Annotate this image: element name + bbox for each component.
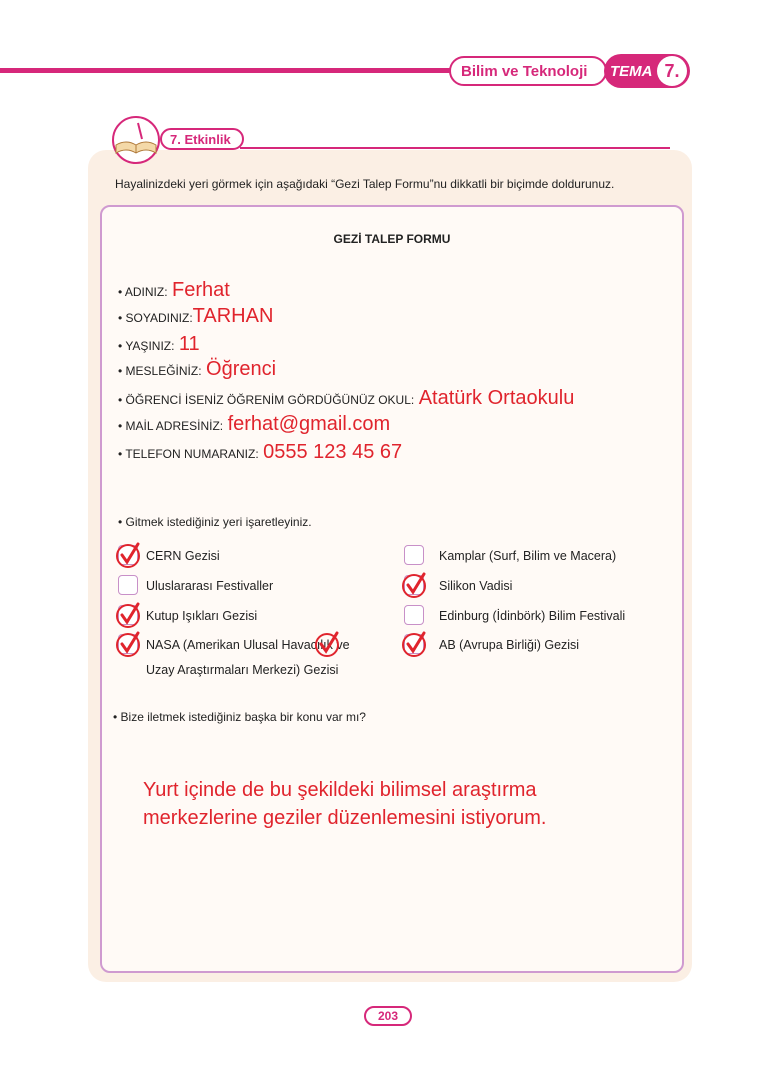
field-value: ferhat@gmail.com <box>227 413 391 435</box>
field-value: TARHAN <box>192 305 274 327</box>
tema-badge <box>604 54 690 88</box>
checkbox-edinburgh[interactable] <box>404 605 424 625</box>
header-rule <box>0 68 470 73</box>
activity-rule <box>240 147 670 149</box>
field-label: • ÖĞRENCİ İSENİZ ÖĞRENİM GÖRDÜĞÜNÜZ OKUL: <box>118 393 415 407</box>
field-email[interactable] <box>118 413 390 436</box>
field-age[interactable] <box>118 333 200 356</box>
field-surname[interactable] <box>118 305 273 328</box>
tema-label: TEMA <box>610 63 653 80</box>
option-label-line2: Uzay Araştırmaları Merkezi) Gezisi <box>146 663 339 677</box>
checkmark-icon <box>114 540 144 570</box>
other-question: • Bize iletmek istediğiniz başka bir konu var mı? <box>113 710 366 724</box>
field-school[interactable] <box>118 387 574 410</box>
field-value: Atatürk Ortaokulu <box>418 387 575 409</box>
option-label: NASA (Amerikan Ulusal Havacılık ve <box>146 638 350 652</box>
option-label: Silikon Vadisi <box>439 579 513 593</box>
tema-number: 7. <box>657 56 687 86</box>
option-label: Uluslararası Festivaller <box>146 579 274 593</box>
places-question: • Gitmek istediğiniz yeri işaretleyiniz. <box>118 515 312 529</box>
field-label: • YAŞINIZ: <box>118 339 175 353</box>
answer-text[interactable] <box>143 776 547 832</box>
field-label: • MESLEĞİNİZ: <box>118 364 202 378</box>
answer-line: merkezlerine geziler düzenlemesini istiyorum. <box>143 807 547 829</box>
checkmark-icon <box>114 629 144 659</box>
open-book-icon <box>108 115 164 165</box>
checkbox-camps[interactable] <box>404 545 424 565</box>
field-value: Ferhat <box>172 279 230 301</box>
instruction-text: Hayalinizdeki yeri görmek için aşağıdaki “Gezi Talep Formu”nu dikkatli bir biçimde doldurunuz. <box>115 177 615 191</box>
option-label: Kutup Işıkları Gezisi <box>146 609 258 623</box>
stray-checkmark-icon <box>313 629 343 659</box>
field-value: 11 <box>178 333 200 355</box>
activity-badge <box>160 128 244 150</box>
page-number: 203 <box>364 1006 412 1026</box>
checkbox-festivals[interactable] <box>118 575 138 595</box>
activity-label: 7. Etkinlik <box>170 132 231 147</box>
field-phone[interactable] <box>118 441 402 464</box>
field-label: • SOYADINIZ: <box>118 311 193 325</box>
theme-title-badge <box>449 56 607 86</box>
field-label: • ADINIZ: <box>118 285 168 299</box>
checkmark-icon <box>114 600 144 630</box>
field-occupation[interactable] <box>118 358 276 381</box>
option-label: AB (Avrupa Birliği) Gezisi <box>439 638 580 652</box>
option-label: CERN Gezisi <box>146 549 220 563</box>
field-label: • MAİL ADRESİNİZ: <box>118 419 224 433</box>
option-label: Kamplar (Surf, Bilim ve Macera) <box>439 549 617 563</box>
answer-line: Yurt içinde de bu şekildeki bilimsel araştırma <box>143 779 537 801</box>
checkmark-icon <box>400 570 430 600</box>
field-value: Öğrenci <box>206 358 277 380</box>
field-value: 0555 123 45 67 <box>263 441 403 463</box>
checkmark-icon <box>400 629 430 659</box>
field-name[interactable] <box>118 279 230 302</box>
option-label: Edinburg (İdinbörk) Bilim Festivali <box>439 609 626 623</box>
theme-title: Bilim ve Teknoloji <box>461 63 588 80</box>
field-label: • TELEFON NUMARANIZ: <box>118 447 259 461</box>
form-title: GEZİ TALEP FORMU <box>333 232 451 246</box>
